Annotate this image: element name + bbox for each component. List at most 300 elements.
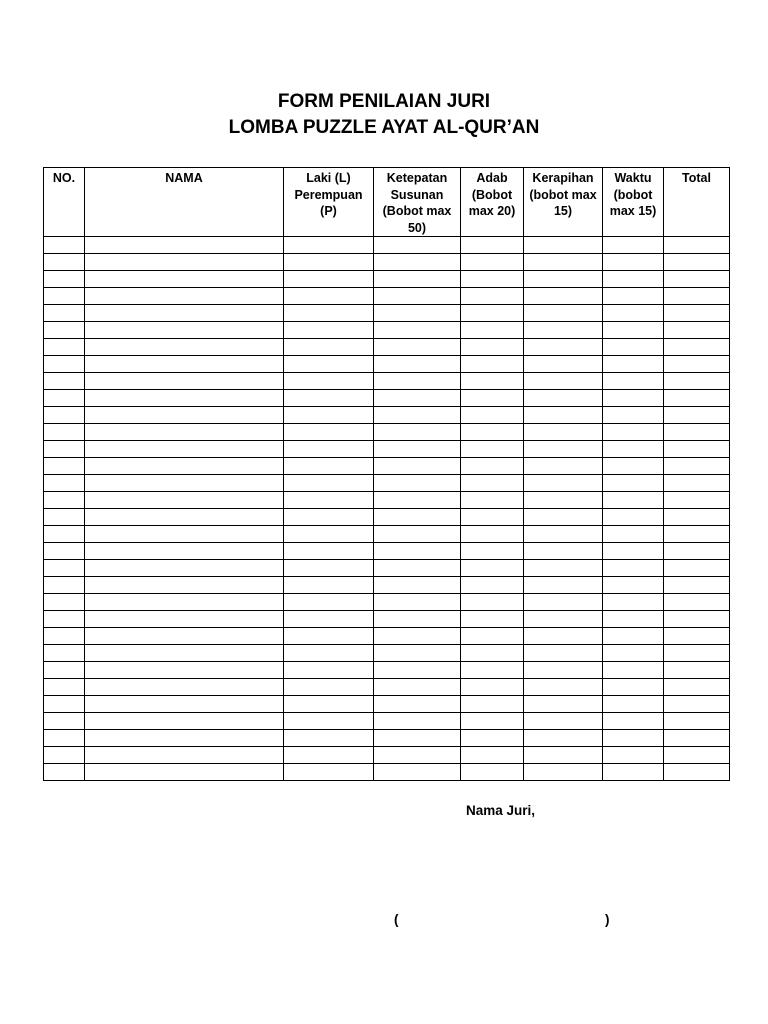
table-cell — [524, 356, 603, 373]
table-row — [44, 713, 730, 730]
table-cell — [603, 441, 664, 458]
table-cell — [461, 645, 524, 662]
table-cell — [664, 254, 730, 271]
table-cell — [461, 305, 524, 322]
table-cell — [664, 407, 730, 424]
table-cell — [603, 764, 664, 781]
table-cell — [44, 390, 85, 407]
table-cell — [44, 356, 85, 373]
table-cell — [524, 679, 603, 696]
table-cell — [374, 662, 461, 679]
table-cell — [664, 339, 730, 356]
header-waktu: Waktu (bobot max 15) — [603, 168, 664, 237]
table-cell — [374, 611, 461, 628]
table-cell — [85, 696, 284, 713]
table-cell — [85, 662, 284, 679]
table-cell — [664, 560, 730, 577]
table-row — [44, 271, 730, 288]
table-row — [44, 424, 730, 441]
header-adab: Adab (Bobot max 20) — [461, 168, 524, 237]
header-gender: Laki (L) Perempuan (P) — [284, 168, 374, 237]
table-cell — [461, 254, 524, 271]
table-cell — [664, 288, 730, 305]
table-row — [44, 390, 730, 407]
table-cell — [374, 475, 461, 492]
table-row — [44, 237, 730, 254]
table-cell — [603, 560, 664, 577]
table-cell — [374, 237, 461, 254]
table-cell — [664, 645, 730, 662]
table-cell — [44, 271, 85, 288]
table-cell — [284, 339, 374, 356]
table-cell — [524, 645, 603, 662]
table-cell — [664, 509, 730, 526]
table-cell — [524, 458, 603, 475]
table-cell — [374, 645, 461, 662]
table-row — [44, 594, 730, 611]
table-cell — [603, 679, 664, 696]
table-cell — [284, 611, 374, 628]
table-cell — [664, 713, 730, 730]
table-cell — [664, 730, 730, 747]
table-cell — [603, 730, 664, 747]
table-cell — [603, 628, 664, 645]
table-cell — [603, 407, 664, 424]
table-cell — [85, 560, 284, 577]
table-cell — [374, 730, 461, 747]
table-cell — [284, 492, 374, 509]
table-cell — [44, 662, 85, 679]
table-cell — [374, 713, 461, 730]
table-cell — [85, 611, 284, 628]
table-cell — [284, 526, 374, 543]
table-cell — [44, 713, 85, 730]
table-cell — [664, 679, 730, 696]
table-cell — [284, 254, 374, 271]
table-cell — [85, 237, 284, 254]
table-cell — [524, 543, 603, 560]
table-cell — [664, 594, 730, 611]
table-cell — [664, 611, 730, 628]
table-cell — [44, 679, 85, 696]
table-row — [44, 730, 730, 747]
table-cell — [664, 305, 730, 322]
table-cell — [44, 628, 85, 645]
table-cell — [374, 271, 461, 288]
table-row — [44, 339, 730, 356]
table-cell — [284, 288, 374, 305]
table-cell — [284, 356, 374, 373]
table-cell — [374, 679, 461, 696]
table-cell — [461, 526, 524, 543]
table-cell — [85, 526, 284, 543]
table-cell — [374, 628, 461, 645]
header-nama: NAMA — [85, 168, 284, 237]
table-cell — [461, 594, 524, 611]
table-row — [44, 288, 730, 305]
table-cell — [524, 390, 603, 407]
table-cell — [374, 509, 461, 526]
table-row — [44, 543, 730, 560]
table-cell — [524, 424, 603, 441]
table-cell — [44, 475, 85, 492]
table-cell — [374, 458, 461, 475]
table-cell — [524, 373, 603, 390]
table-cell — [44, 492, 85, 509]
table-cell — [44, 645, 85, 662]
table-cell — [461, 458, 524, 475]
table-cell — [603, 492, 664, 509]
table-cell — [44, 322, 85, 339]
table-cell — [524, 594, 603, 611]
table-cell — [85, 441, 284, 458]
table-cell — [524, 339, 603, 356]
table-row — [44, 679, 730, 696]
table-row — [44, 407, 730, 424]
table-cell — [284, 679, 374, 696]
table-cell — [374, 696, 461, 713]
table-cell — [603, 288, 664, 305]
table-cell — [85, 322, 284, 339]
table-cell — [603, 747, 664, 764]
table-cell — [461, 577, 524, 594]
table-cell — [461, 543, 524, 560]
header-total: Total — [664, 168, 730, 237]
table-cell — [85, 628, 284, 645]
table-cell — [374, 577, 461, 594]
table-cell — [461, 407, 524, 424]
table-cell — [85, 373, 284, 390]
table-cell — [374, 560, 461, 577]
table-row — [44, 441, 730, 458]
table-cell — [603, 254, 664, 271]
table-cell — [664, 526, 730, 543]
table-cell — [284, 407, 374, 424]
table-cell — [461, 339, 524, 356]
table-row — [44, 356, 730, 373]
form-title: FORM PENILAIAN JURI — [277, 91, 491, 112]
header-kerapihan: Kerapihan (bobot max 15) — [524, 168, 603, 237]
table-cell — [664, 543, 730, 560]
table-cell — [461, 288, 524, 305]
table-cell — [284, 645, 374, 662]
table-cell — [374, 543, 461, 560]
table-cell — [461, 679, 524, 696]
table-cell — [374, 526, 461, 543]
table-cell — [664, 424, 730, 441]
table-cell — [44, 237, 85, 254]
table-cell — [85, 679, 284, 696]
table-cell — [85, 254, 284, 271]
table-cell — [374, 356, 461, 373]
table-cell — [461, 441, 524, 458]
table-cell — [524, 730, 603, 747]
signature-close-paren: ) — [605, 912, 610, 927]
table-cell — [44, 254, 85, 271]
table-cell — [524, 271, 603, 288]
table-cell — [461, 696, 524, 713]
table-cell — [524, 696, 603, 713]
table-cell — [664, 492, 730, 509]
table-cell — [44, 407, 85, 424]
table-row — [44, 747, 730, 764]
table-cell — [461, 237, 524, 254]
table-row — [44, 254, 730, 271]
table-row — [44, 662, 730, 679]
table-cell — [461, 611, 524, 628]
table-row — [44, 560, 730, 577]
table-cell — [603, 424, 664, 441]
table-cell — [284, 594, 374, 611]
table-cell — [44, 373, 85, 390]
table-cell — [284, 764, 374, 781]
table-cell — [85, 475, 284, 492]
table-cell — [461, 662, 524, 679]
table-row — [44, 305, 730, 322]
table-cell — [85, 288, 284, 305]
table-cell — [524, 577, 603, 594]
table-cell — [44, 424, 85, 441]
table-cell — [85, 458, 284, 475]
table-cell — [284, 271, 374, 288]
table-cell — [85, 339, 284, 356]
table-cell — [603, 271, 664, 288]
table-cell — [603, 339, 664, 356]
table-cell — [603, 645, 664, 662]
table-cell — [284, 560, 374, 577]
table-cell — [374, 407, 461, 424]
table-cell — [461, 764, 524, 781]
judge-name-label: Nama Juri, — [466, 803, 536, 818]
table-cell — [374, 288, 461, 305]
table-cell — [284, 458, 374, 475]
table-cell — [664, 475, 730, 492]
table-row — [44, 577, 730, 594]
table-cell — [603, 713, 664, 730]
table-cell — [85, 713, 284, 730]
table-cell — [374, 339, 461, 356]
table-cell — [461, 560, 524, 577]
table-cell — [664, 390, 730, 407]
table-row — [44, 645, 730, 662]
table-cell — [85, 390, 284, 407]
table-row — [44, 696, 730, 713]
table-cell — [85, 492, 284, 509]
table-cell — [524, 628, 603, 645]
table-cell — [664, 696, 730, 713]
score-table — [43, 167, 730, 781]
table-cell — [664, 356, 730, 373]
table-cell — [85, 730, 284, 747]
table-cell — [603, 237, 664, 254]
table-cell — [44, 747, 85, 764]
table-cell — [44, 305, 85, 322]
table-row — [44, 764, 730, 781]
table-cell — [284, 577, 374, 594]
table-cell — [461, 713, 524, 730]
table-cell — [374, 254, 461, 271]
table-cell — [284, 305, 374, 322]
table-cell — [664, 662, 730, 679]
table-row — [44, 611, 730, 628]
table-cell — [524, 611, 603, 628]
table-cell — [44, 339, 85, 356]
table-cell — [85, 577, 284, 594]
table-row — [44, 492, 730, 509]
table-cell — [85, 594, 284, 611]
table-cell — [284, 696, 374, 713]
table-cell — [44, 509, 85, 526]
table-cell — [374, 390, 461, 407]
table-cell — [44, 288, 85, 305]
table-cell — [461, 628, 524, 645]
table-cell — [44, 730, 85, 747]
table-cell — [524, 747, 603, 764]
table-cell — [524, 509, 603, 526]
table-cell — [524, 407, 603, 424]
table-cell — [603, 475, 664, 492]
header-ketepatan: Ketepatan Susunan (Bobot max 50) — [374, 168, 461, 237]
table-cell — [374, 747, 461, 764]
table-row — [44, 526, 730, 543]
table-cell — [524, 560, 603, 577]
table-row — [44, 475, 730, 492]
table-cell — [85, 509, 284, 526]
table-cell — [44, 560, 85, 577]
table-cell — [85, 764, 284, 781]
table-cell — [284, 543, 374, 560]
header-row — [44, 168, 730, 237]
table-cell — [524, 475, 603, 492]
table-cell — [284, 662, 374, 679]
table-row — [44, 322, 730, 339]
table-cell — [461, 424, 524, 441]
table-cell — [374, 764, 461, 781]
table-cell — [603, 662, 664, 679]
table-cell — [85, 271, 284, 288]
table-cell — [284, 628, 374, 645]
table-cell — [44, 526, 85, 543]
table-cell — [374, 424, 461, 441]
table-cell — [664, 271, 730, 288]
table-cell — [524, 526, 603, 543]
table-cell — [44, 441, 85, 458]
table-cell — [284, 747, 374, 764]
table-cell — [44, 611, 85, 628]
table-cell — [85, 356, 284, 373]
table-cell — [524, 254, 603, 271]
table-cell — [664, 628, 730, 645]
table-row — [44, 509, 730, 526]
table-cell — [44, 764, 85, 781]
table-cell — [85, 543, 284, 560]
table-cell — [461, 390, 524, 407]
table-cell — [603, 696, 664, 713]
table-cell — [664, 237, 730, 254]
table-cell — [461, 492, 524, 509]
table-cell — [85, 645, 284, 662]
table-cell — [524, 288, 603, 305]
table-cell — [603, 594, 664, 611]
table-cell — [284, 441, 374, 458]
table-cell — [664, 441, 730, 458]
table-cell — [374, 492, 461, 509]
table-cell — [603, 322, 664, 339]
table-row — [44, 458, 730, 475]
table-cell — [603, 356, 664, 373]
table-cell — [664, 747, 730, 764]
table-cell — [524, 492, 603, 509]
table-cell — [603, 373, 664, 390]
table-cell — [664, 458, 730, 475]
table-cell — [284, 322, 374, 339]
table-cell — [603, 577, 664, 594]
table-cell — [524, 322, 603, 339]
table-cell — [603, 390, 664, 407]
table-cell — [524, 713, 603, 730]
table-cell — [85, 747, 284, 764]
table-cell — [603, 509, 664, 526]
table-cell — [284, 730, 374, 747]
table-cell — [461, 747, 524, 764]
table-cell — [524, 662, 603, 679]
table-cell — [461, 322, 524, 339]
table-cell — [85, 305, 284, 322]
table-cell — [374, 305, 461, 322]
table-cell — [461, 356, 524, 373]
table-cell — [44, 696, 85, 713]
table-row — [44, 628, 730, 645]
table-cell — [603, 543, 664, 560]
table-cell — [284, 424, 374, 441]
table-cell — [85, 424, 284, 441]
table-cell — [284, 390, 374, 407]
table-cell — [374, 322, 461, 339]
table-cell — [461, 373, 524, 390]
table-cell — [664, 764, 730, 781]
table-cell — [284, 713, 374, 730]
table-cell — [284, 509, 374, 526]
table-row — [44, 373, 730, 390]
table-cell — [524, 305, 603, 322]
table-cell — [44, 458, 85, 475]
table-cell — [461, 730, 524, 747]
table-cell — [284, 373, 374, 390]
table-cell — [524, 441, 603, 458]
table-cell — [664, 373, 730, 390]
table-cell — [44, 594, 85, 611]
table-cell — [284, 475, 374, 492]
table-cell — [44, 577, 85, 594]
table-cell — [461, 271, 524, 288]
signature-open-paren: ( — [394, 912, 399, 927]
table-cell — [603, 611, 664, 628]
table-cell — [524, 237, 603, 254]
score-table-body — [44, 237, 730, 781]
table-cell — [461, 509, 524, 526]
table-cell — [374, 441, 461, 458]
table-cell — [524, 764, 603, 781]
table-cell — [284, 237, 374, 254]
table-cell — [374, 594, 461, 611]
table-cell — [374, 373, 461, 390]
header-no: NO. — [44, 168, 85, 237]
table-cell — [664, 577, 730, 594]
table-cell — [664, 322, 730, 339]
table-cell — [85, 407, 284, 424]
table-cell — [603, 458, 664, 475]
table-cell — [461, 475, 524, 492]
